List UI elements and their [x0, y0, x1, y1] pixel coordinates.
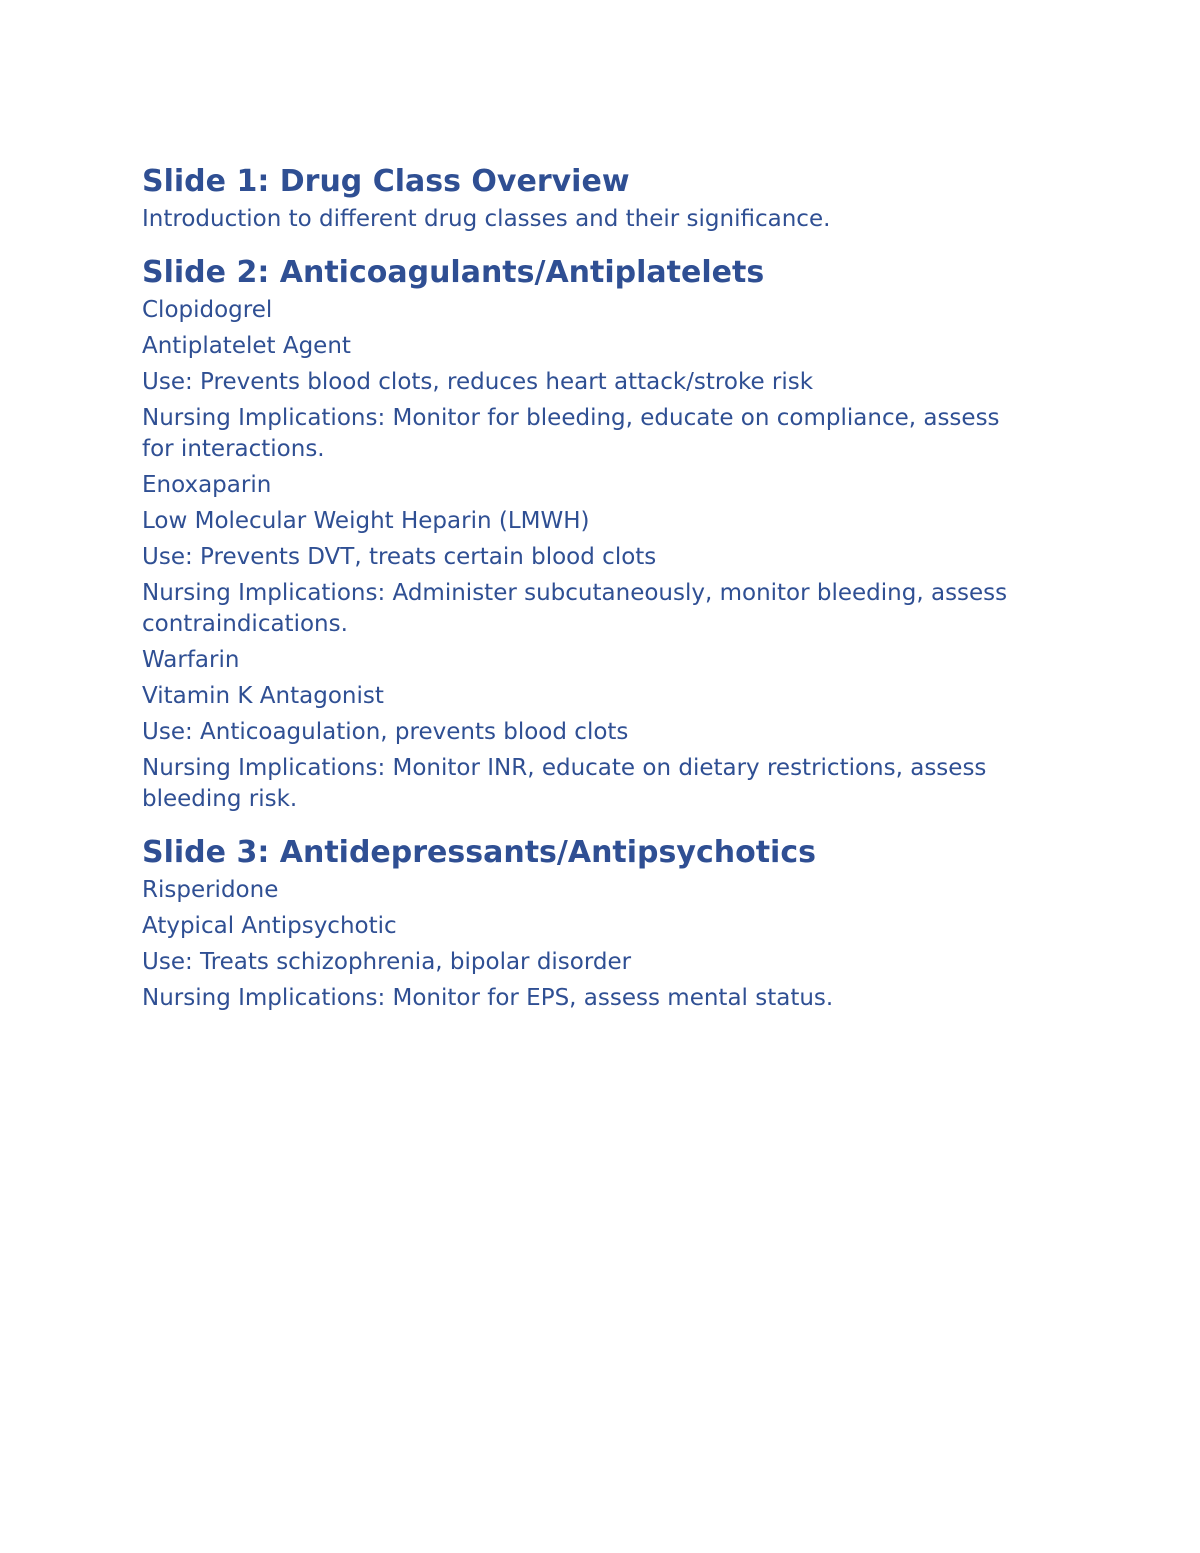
slide-2-heading: Slide 2: Anticoagulants/Antiplatelets — [142, 255, 765, 290]
drug-use-warfarin: Use: Anticoagulation, prevents blood clots — [142, 719, 629, 745]
drug-class-clopidogrel: Antiplatelet Agent — [142, 333, 351, 359]
nursing-implications-enoxaparin: Nursing Implications: Administer subcutaneously, monitor bleeding, assess contraindications. — [142, 580, 1008, 637]
document-content — [142, 162, 1042, 1019]
nursing-implications-warfarin: Nursing Implications: Monitor INR, educate on dietary restrictions, assess bleeding risk. — [142, 755, 987, 812]
drug-name-enoxaparin: Enoxaparin — [142, 472, 272, 498]
drug-class-risperidone: Atypical Antipsychotic — [142, 913, 397, 939]
nursing-implications-clopidogrel: Nursing Implications: Monitor for bleeding, educate on compliance, assess for interactions. — [142, 405, 1000, 462]
slide-2-section — [142, 253, 1042, 815]
drug-name-clopidogrel: Clopidogrel — [142, 297, 273, 323]
slide-3-heading: Slide 3: Antidepressants/Antipsychotics — [142, 835, 816, 870]
slide-1-intro-text: Introduction to different drug classes and their significance. — [142, 206, 831, 232]
drug-name-risperidone: Risperidone — [142, 877, 279, 903]
drug-name-warfarin: Warfarin — [142, 647, 240, 673]
drug-use-clopidogrel: Use: Prevents blood clots, reduces heart attack/stroke risk — [142, 369, 814, 395]
drug-use-risperidone: Use: Treats schizophrenia, bipolar disorder — [142, 949, 632, 975]
slide-1-heading: Slide 1: Drug Class Overview — [142, 164, 630, 199]
slide-1-section — [142, 162, 1042, 235]
slide-3-section — [142, 833, 1042, 1014]
drug-use-enoxaparin: Use: Prevents DVT, treats certain blood clots — [142, 544, 657, 570]
drug-class-enoxaparin: Low Molecular Weight Heparin (LMWH) — [142, 508, 590, 534]
drug-class-warfarin: Vitamin K Antagonist — [142, 683, 384, 709]
nursing-implications-risperidone: Nursing Implications: Monitor for EPS, assess mental status. — [142, 985, 834, 1011]
